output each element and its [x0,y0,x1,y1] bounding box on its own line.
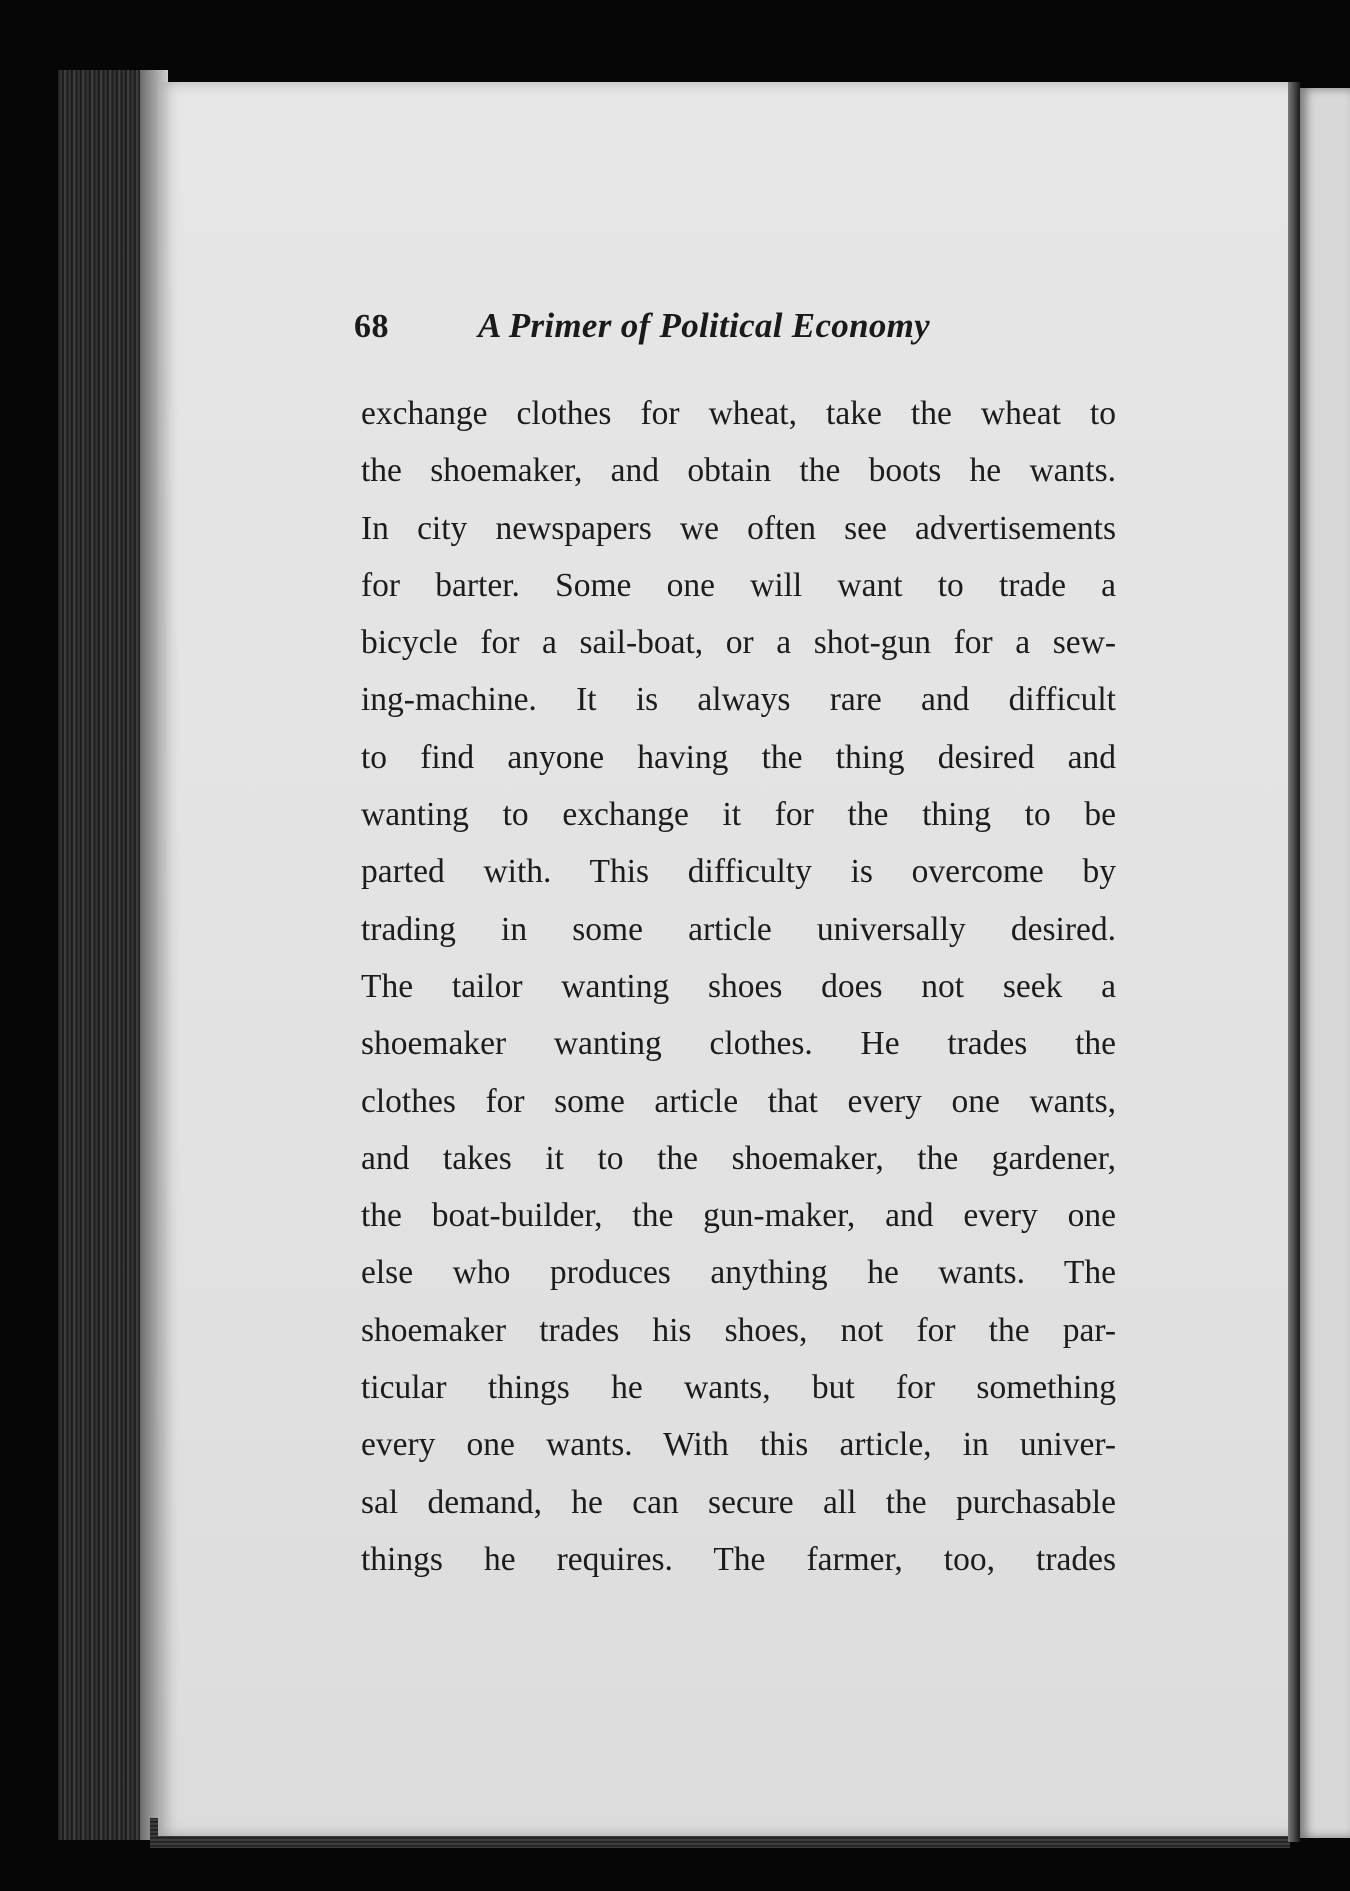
text-line: the shoemaker, and obtain the boots he wants. [361,452,1116,490]
running-head: A Primer of Political Economy [478,306,931,345]
text-line: clothes for some article that every one wants, [361,1082,1116,1120]
text-line: ticular things he wants, but for something [361,1369,1116,1407]
text-line: bicycle for a sail-boat, or a shot-gun for a sew- [361,624,1116,662]
text-line: shoemaker wanting clothes. He trades the [361,1025,1116,1063]
text-line: and takes it to the shoemaker, the gardener, [361,1139,1116,1177]
text-line: for barter. Some one will want to trade a [361,566,1116,604]
text-line: the boat-builder, the gun-maker, and every one [361,1197,1116,1235]
text-line: In city newspapers we often see advertisements [361,509,1116,547]
text-line: every one wants. With this article, in univer- [361,1426,1116,1464]
body-text [361,385,1116,1588]
binding-gutter [1288,82,1300,1842]
text-line: else who produces anything he wants. The [361,1254,1116,1292]
facing-page-edge [1300,88,1350,1838]
text-line: wanting to exchange it for the thing to be [361,796,1116,834]
text-line: The tailor wanting shoes does not seek a [361,967,1116,1005]
text-line: parted with. This difficulty is overcome by [361,853,1116,891]
text-line: things he requires. The farmer, too, trades [361,1540,1116,1578]
text-line: sal demand, he can secure all the purchasable [361,1483,1116,1521]
text-line: shoemaker trades his shoes, not for the par- [361,1311,1116,1349]
text-line: exchange clothes for wheat, take the wheat to [361,395,1116,432]
text-line: trading in some article universally desired. [361,910,1116,948]
text-line: ing-machine. It is always rare and difficult [361,681,1116,719]
text-line: to find anyone having the thing desired and [361,738,1116,776]
page-number: 68 [354,308,389,345]
